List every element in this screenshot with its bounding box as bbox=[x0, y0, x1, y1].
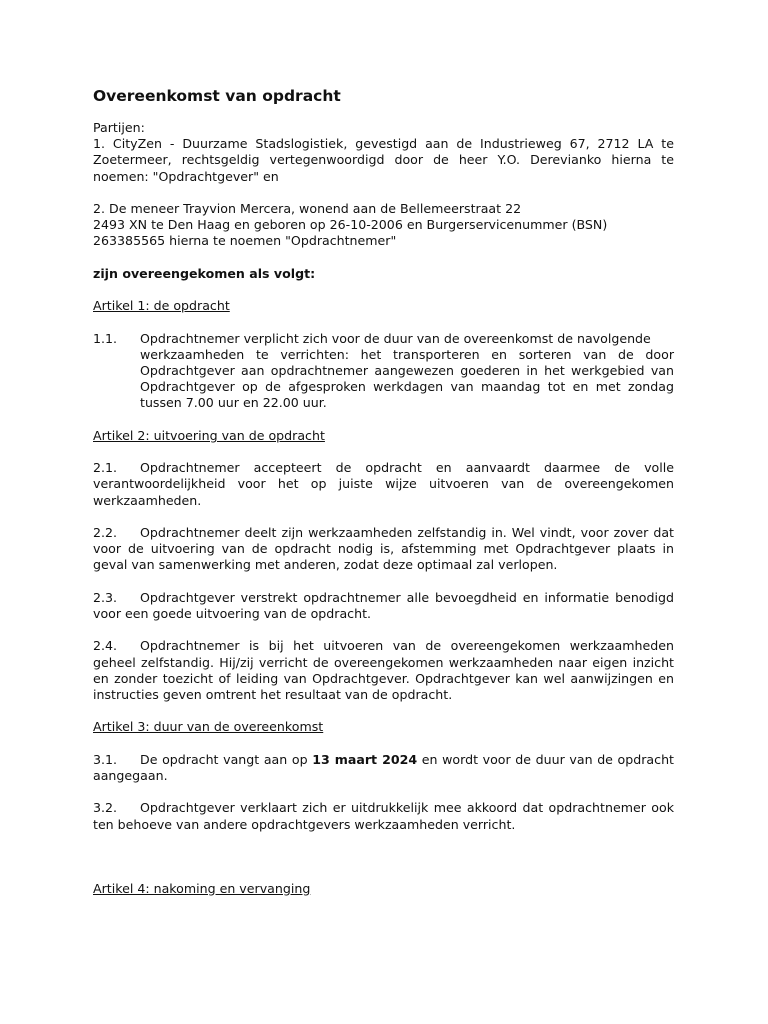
clause-number: 1.1. bbox=[93, 330, 118, 346]
clause-2-2 bbox=[93, 525, 674, 574]
clause-2-3 bbox=[93, 590, 674, 622]
party-2-line-1: 2. De meneer Trayvion Mercera, wonend aan de Bellemeerstraat 22 bbox=[93, 201, 522, 216]
agreed-statement: zijn overeengekomen als volgt: bbox=[93, 265, 316, 281]
document-page bbox=[93, 86, 674, 897]
article-1-heading: Artikel 1: de opdracht bbox=[93, 298, 230, 314]
clause-number: 2.2. bbox=[93, 524, 118, 540]
parties-label: Partijen: bbox=[93, 120, 145, 135]
document-title: Overeenkomst van opdracht bbox=[93, 87, 341, 105]
clause-number: 2.1. bbox=[93, 460, 118, 476]
clause-text: en wordt voor de duur van de opdracht aangegaan. bbox=[93, 751, 674, 783]
clause-text: De opdracht vangt aan op bbox=[140, 751, 308, 767]
clause-text: Opdrachtnemer accepteert de opdracht en aanvaardt daarmee de volle verantwoordelijkheid voor het op juiste wijze uitvoeren van de overeengekomen werkzaamheden. bbox=[93, 460, 674, 508]
clause-2-1 bbox=[93, 460, 674, 509]
start-date: 13 maart 2024 bbox=[312, 751, 418, 767]
clause-number: 3.1. bbox=[93, 751, 118, 767]
article-2-heading: Artikel 2: uitvoering van de opdracht bbox=[93, 427, 325, 443]
article-4-heading: Artikel 4: nakoming en vervanging bbox=[93, 880, 311, 896]
clause-number: 2.4. bbox=[93, 638, 118, 654]
clause-text: Opdrachtnemer deelt zijn werkzaamheden zelfstandig in. Wel vindt, voor zover dat voor de uitvoering van de opdracht nodig is, afstemming met Opdrachtgever plaats in geval van samenwerking met anderen, zodat deze optimaal zal verlopen. bbox=[93, 524, 674, 573]
clause-2-4 bbox=[93, 638, 674, 703]
party-1: 1. CityZen - Duurzame Stadslogistiek, gevestigd aan de Industrieweg 67, 2712 LA te Zoetermeer, rechtsgeldig vertegenwoordigd door de heer Y.O. Derevianko hierna te noemen: "Opdrachtgever" en bbox=[93, 136, 674, 184]
clause-1-1 bbox=[93, 331, 674, 412]
clause-number: 3.2. bbox=[93, 800, 118, 816]
clause-3-2 bbox=[93, 800, 674, 832]
clause-text: Opdrachtnemer verplicht zich voor de duur van de overeenkomst de navolgende bbox=[140, 330, 651, 346]
clause-text: Opdrachtgever verklaart zich er uitdrukkelijk mee akkoord dat opdrachtnemer ook ten behoeve van andere opdrachtgevers werkzaamheden verricht. bbox=[93, 800, 674, 832]
clause-text: Opdrachtgever verstrekt opdrachtnemer alle bevoegdheid en informatie benodigd voor een goede uitvoering van de opdracht. bbox=[93, 589, 674, 621]
article-3-heading: Artikel 3: duur van de overeenkomst bbox=[93, 719, 324, 735]
clause-text: werkzaamheden te verrichten: het transporteren en sorteren van de door Opdrachtgever aan opdrachtnemer aangewezen goederen in het werkgebied van Opdrachtgever op de afgesproken werkdagen van maandag tot en met zondag tussen 7.00 uur en 22.00 uur. bbox=[140, 346, 674, 411]
party-2-line-3: 263385565 hierna te noemen "Opdrachtnemer" bbox=[93, 233, 397, 249]
clause-text: Opdrachtnemer is bij het uitvoeren van de overeengekomen werkzaamheden geheel zelfstandig. Hij/zij verricht de overeengekomen werkzaamheden naar eigen inzicht en zonder toezicht of leiding van Opdrachtgever. Opdrachtgever kan wel aanwijzingen en instructies geven omtrent het resultaat van de opdracht. bbox=[93, 638, 674, 702]
clause-3-1 bbox=[93, 752, 674, 784]
clause-number: 2.3. bbox=[93, 589, 118, 605]
party-2-line-2: 2493 XN te Den Haag en geboren op 26-10-2006 en Burgerservicenummer (BSN) bbox=[93, 217, 608, 233]
